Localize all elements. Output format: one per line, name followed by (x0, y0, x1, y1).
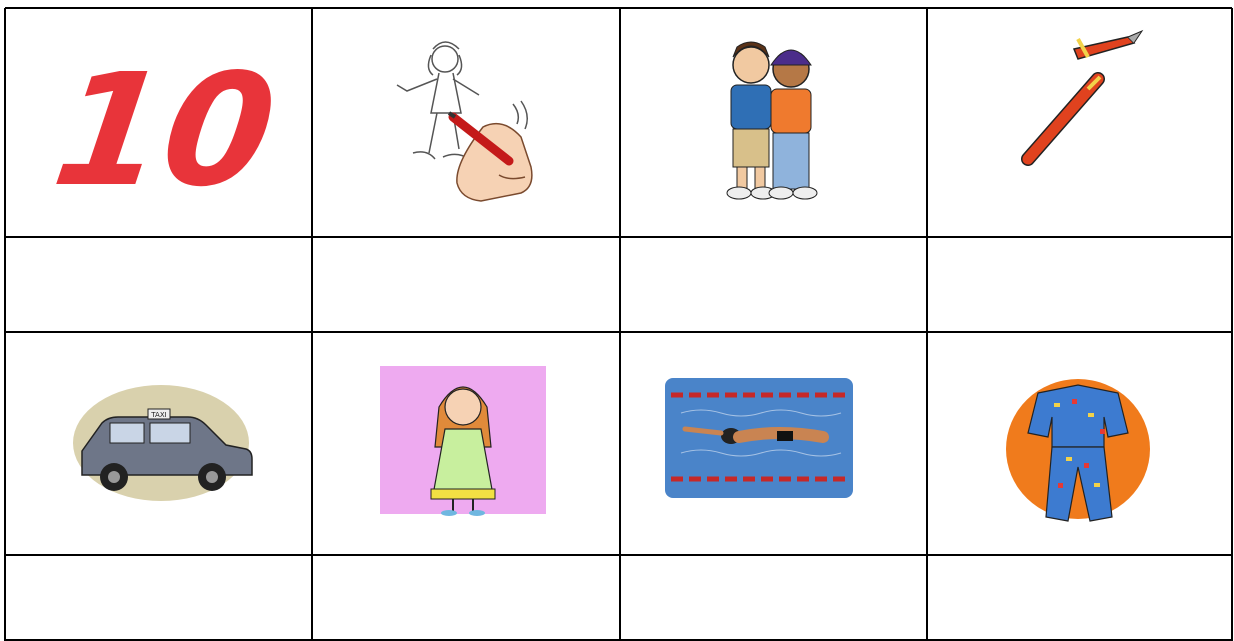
number-ten-icon (6, 9, 312, 237)
answer-cell[interactable] (621, 556, 927, 640)
answer-text (928, 556, 1232, 640)
picture-cell-pyjamas (928, 333, 1232, 555)
answer-cell[interactable] (313, 238, 620, 332)
answer-cell[interactable] (6, 238, 312, 332)
answer-text (621, 556, 927, 640)
swimmer-in-pool-icon (621, 333, 927, 555)
answer-text (313, 556, 620, 640)
answer-text (313, 238, 620, 332)
taxi-sign-text: TAXI (151, 411, 167, 419)
answer-cell[interactable] (6, 556, 312, 640)
answer-text (928, 238, 1232, 332)
taxi-car-icon (6, 333, 312, 555)
two-boys-friends-icon (621, 9, 927, 237)
answer-cell[interactable] (928, 556, 1232, 640)
answer-text (6, 238, 312, 332)
picture-cell-swimmer (621, 333, 927, 555)
pyjamas-icon (928, 333, 1232, 555)
answer-text (6, 556, 312, 640)
girl-in-dress-icon (313, 333, 620, 555)
hand-drawing-girl-icon (313, 9, 620, 237)
picture-cell-girl (313, 333, 620, 555)
answer-cell[interactable] (621, 238, 927, 332)
answer-text (621, 238, 927, 332)
answer-cell[interactable] (313, 556, 620, 640)
picture-cell-ten (6, 9, 312, 237)
red-fountain-pen-icon (928, 9, 1232, 237)
picture-cell-drawing (313, 9, 620, 237)
picture-cell-taxi (6, 333, 312, 555)
answer-cell[interactable] (928, 238, 1232, 332)
picture-cell-friends (621, 9, 927, 237)
number-ten-text: 10 (44, 39, 286, 221)
picture-cell-pen (928, 9, 1232, 237)
